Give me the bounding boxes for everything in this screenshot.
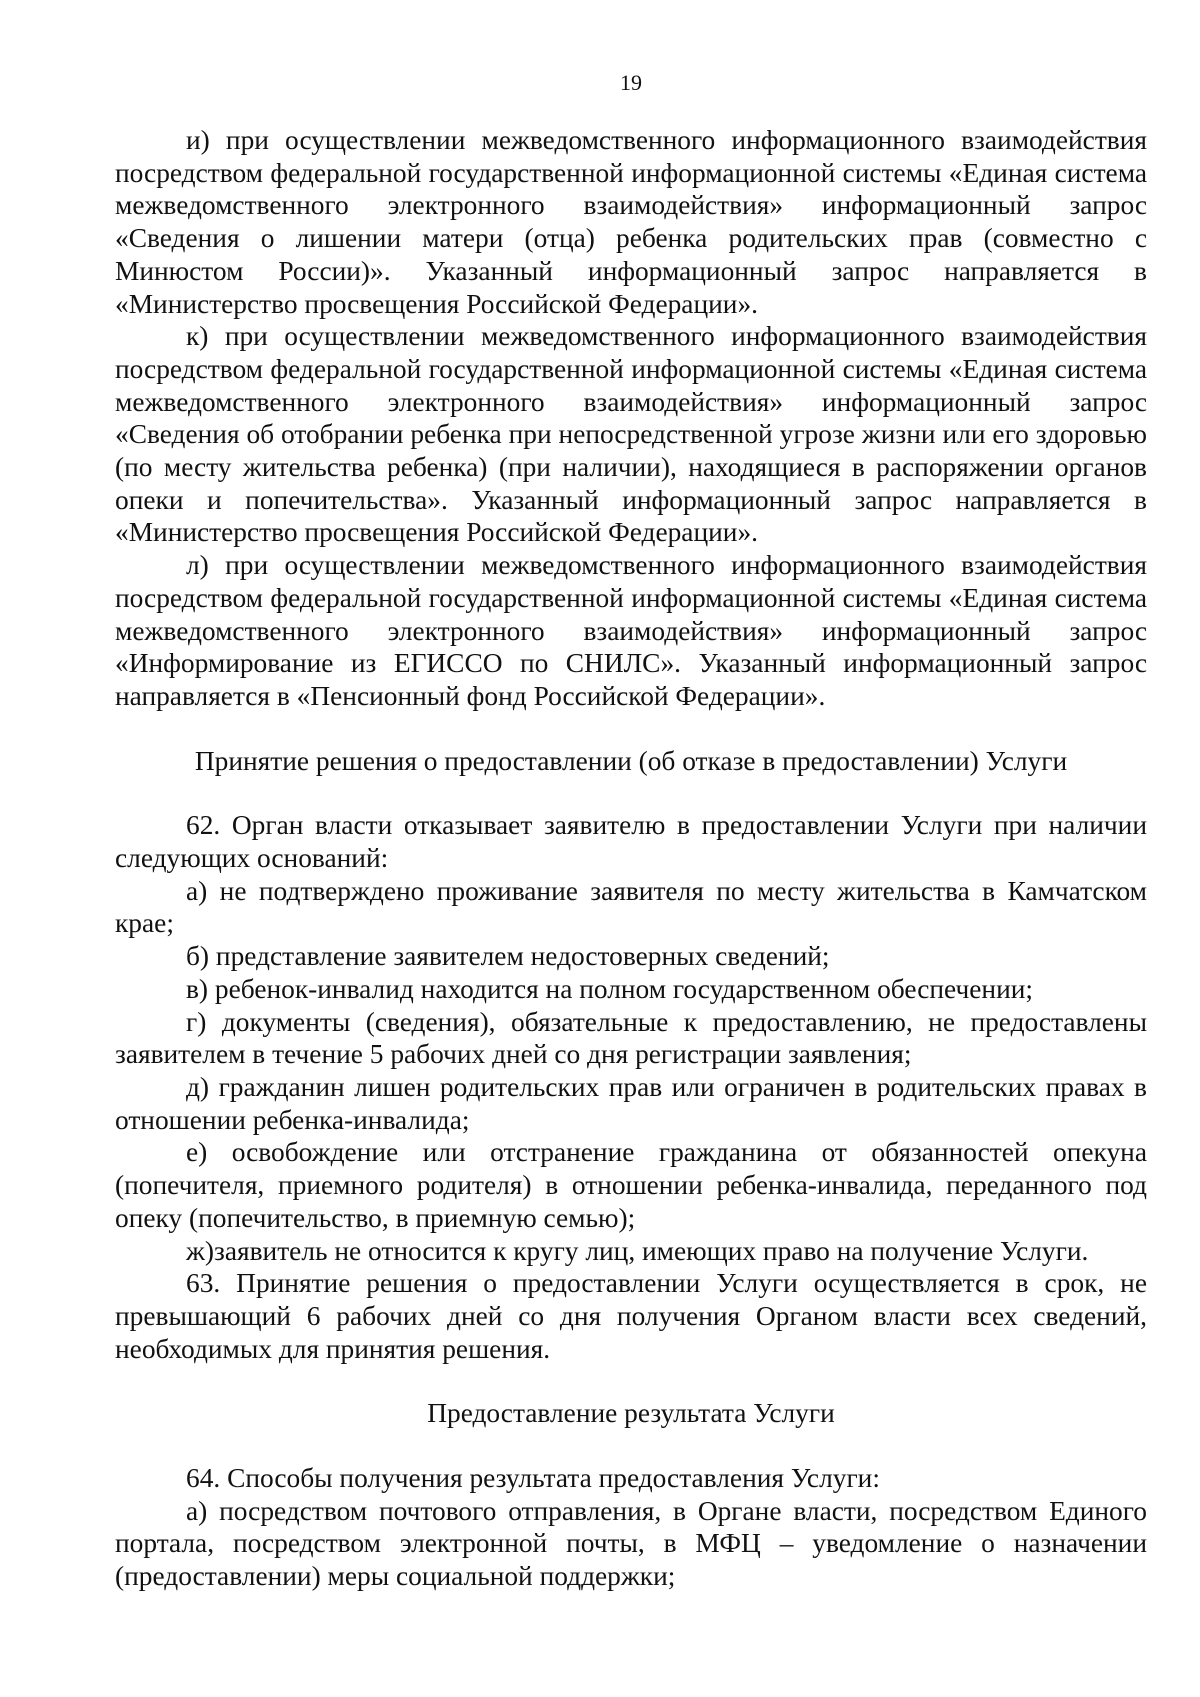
paragraph-k: к) при осуществлении межведомственного информационного взаимодействия посредством федеральной государственной информационной системы «Единая система межведомственного электронного взаимодействия» информационный запрос «Сведения об отобрании ребенка при непосредственной угрозе жизни или его здоровью (по месту жительства ребенка) (при наличии), находящиеся в распоряжении органов опеки и попечительства». Указанный информационный запрос направляется в «Министерство просвещения Российской Федерации».: [115, 321, 1147, 548]
section-heading-decision: Принятие решения о предоставлении (об отказе в предоставлении) Услуги: [194, 745, 1068, 776]
paragraph-62-e: е) освобождение или отстранение гражданина от обязанностей опекуна (попечителя, приемного родителя) в отношении ребенка-инвалида, переданного под опеку (попечительство, в приемную семью);: [115, 1137, 1147, 1233]
section-spacer: [115, 1430, 1147, 1462]
paragraph-62-b: б) представление заявителем недостоверных сведений;: [186, 941, 830, 972]
section-heading-result: Предоставление результата Услуги: [427, 1398, 835, 1429]
paragraph-62: 62. Орган власти отказывает заявителю в предоставлении Услуги при наличии следующих оснований:: [115, 810, 1147, 874]
paragraph-62-g: г) документы (сведения), обязательные к предоставлению, не предоставлены заявителем в течение 5 рабочих дней со дня регистрации заявления;: [115, 1006, 1147, 1070]
paragraph-62-v: в) ребенок-инвалид находится на полном государственном обеспечении;: [186, 973, 1034, 1004]
section-spacer: [115, 777, 1147, 809]
paragraph-63: 63. Принятие решения о предоставлении Услуги осуществляется в срок, не превышающий 6 рабочих дней со дня получения Органом власти всех сведений, необходимых для принятия решения.: [115, 1268, 1147, 1364]
page-number: 19: [620, 70, 642, 95]
paragraph-62-zh: ж)заявитель не относится к кругу лиц, имеющих право на получение Услуги.: [186, 1235, 1089, 1266]
section-spacer: [115, 1365, 1147, 1397]
paragraph-62-d: д) гражданин лишен родительских прав или ограничен в родительских правах в отношении ребенка-инвалида;: [115, 1071, 1147, 1135]
section-spacer: [115, 713, 1147, 745]
paragraph-l: л) при осуществлении межведомственного информационного взаимодействия посредством федеральной государственной информационной системы «Единая система межведомственного электронного взаимодействия» информационный запрос «Информирование из ЕГИССО по СНИЛС». Указанный информационный запрос направляется в «Пенсионный фонд Российской Федерации».: [115, 550, 1147, 711]
paragraph-i: и) при осуществлении межведомственного информационного взаимодействия посредством федеральной государственной информационной системы «Единая система межведомственного электронного взаимодействия» информационный запрос «Сведения о лишении матери (отца) ребенка родительских прав (совместно с Минюстом России)». Указанный информационный запрос направляется в «Министерство просвещения Российской Федерации».: [115, 125, 1147, 319]
document-body: [115, 124, 1147, 1593]
paragraph-64-a: а) посредством почтового отправления, в Органе власти, посредством Единого портала, посредством электронной почты, в МФЦ – уведомление о назначении (предоставлении) меры социальной поддержки;: [115, 1495, 1147, 1592]
paragraph-62-a: а) не подтверждено проживание заявителя по месту жительства в Камчатском крае;: [115, 875, 1147, 939]
paragraph-64: 64. Способы получения результата предоставления Услуги:: [186, 1463, 880, 1494]
